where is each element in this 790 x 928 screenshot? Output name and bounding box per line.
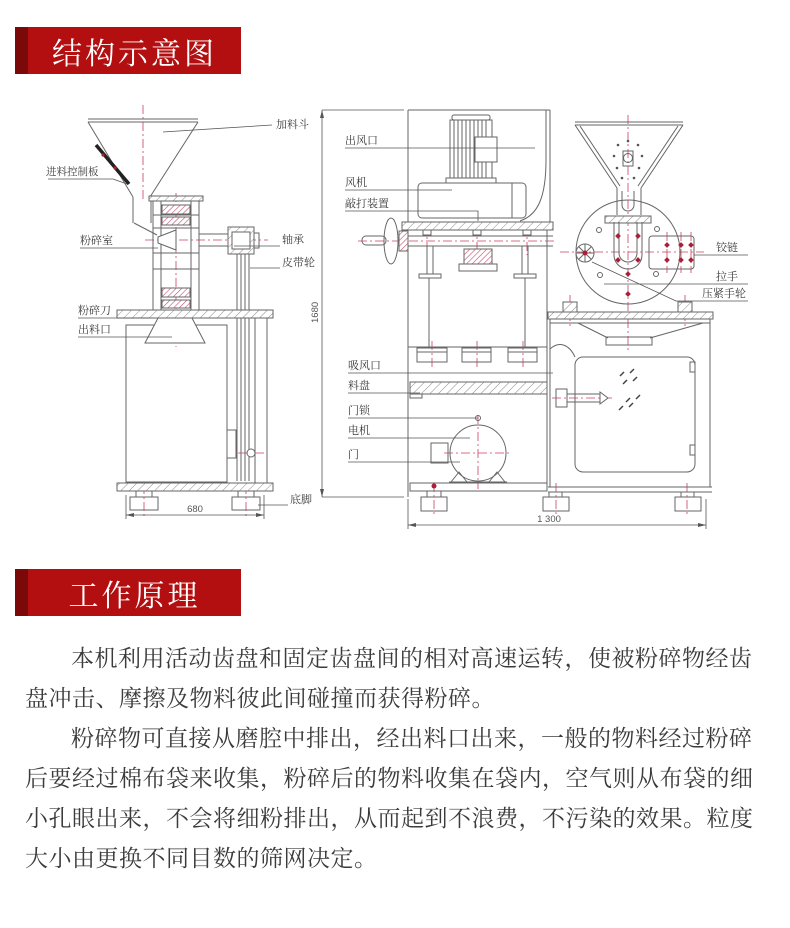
fan-shape bbox=[418, 183, 526, 218]
label-hopper: 加料斗 bbox=[276, 119, 309, 131]
label-feed-control-plate: 进料控制板 bbox=[46, 166, 99, 178]
cups-tray-shape bbox=[408, 347, 547, 398]
handwheel-shape bbox=[362, 218, 408, 264]
label-clamp-handwheel: 压紧手轮 bbox=[702, 288, 746, 300]
dim-1300-label: 1 300 bbox=[537, 514, 561, 525]
machine-structure-diagram bbox=[0, 85, 790, 555]
feed-control-plate-shape bbox=[96, 145, 129, 184]
label-bearing: 轴承 bbox=[282, 234, 304, 246]
label-handle: 拉手 bbox=[716, 271, 738, 283]
dim-680-label: 680 bbox=[187, 504, 203, 515]
label-material-tray: 料盘 bbox=[348, 380, 370, 392]
label-discharge-port: 出料口 bbox=[78, 324, 111, 336]
shaft-bearing-shape bbox=[199, 227, 259, 254]
dim-1680 bbox=[310, 110, 404, 497]
label-crushing-blade: 粉碎刀 bbox=[78, 305, 111, 317]
label-suction-port: 吸风口 bbox=[348, 360, 381, 372]
label-beating-device: 敲打装置 bbox=[345, 198, 389, 210]
structure-diagram-title: 结构示意图 bbox=[52, 37, 217, 71]
hinge-plate-shape bbox=[649, 236, 694, 269]
label-door: 门 bbox=[348, 449, 359, 461]
left-view-section bbox=[46, 105, 315, 519]
bottom-motor-shape bbox=[431, 416, 507, 483]
right-cabinet-shape bbox=[548, 302, 713, 487]
working-principle-banner bbox=[15, 569, 241, 616]
label-belt-pulley: 皮带轮 bbox=[282, 257, 315, 269]
label-crushing-chamber: 粉碎室 bbox=[80, 235, 113, 247]
middle-base-shape bbox=[410, 483, 547, 511]
principle-paragraph-2: 粉碎物可直接从磨腔中排出，经出料口出来，一般的物料经过粉碎后要经过棉布袋来收集，粉碎后的物料收集在袋内，空气则从布袋的细小孔眼出来，不会将细粉排出，从而起到不浪费，不污染的效果。粒度大小由更换不同目数的筛网决定。 bbox=[25, 725, 754, 871]
right-hopper-shape bbox=[575, 122, 683, 215]
label-air-outlet: 出风口 bbox=[345, 135, 378, 147]
middle-view-centerlines bbox=[358, 225, 556, 517]
clamp-handwheel-shape bbox=[576, 244, 594, 262]
right-view-labels bbox=[592, 240, 748, 301]
dim-1680-label: 1680 bbox=[310, 301, 321, 323]
flange-beater-shape bbox=[402, 222, 553, 246]
working-principle-title: 工作原理 bbox=[68, 579, 201, 613]
principle-paragraph-1: 本机利用活动齿盘和固定齿盘间的相对高速运转，使被粉碎物经齿盘冲击、摩擦及物料彼此间碰撞而获得粉碎。 bbox=[25, 645, 753, 711]
belt-pulley-shape bbox=[237, 254, 255, 481]
label-fan: 风机 bbox=[345, 177, 367, 189]
label-motor: 电机 bbox=[348, 425, 370, 437]
label-door-lock: 门锁 bbox=[348, 405, 370, 417]
dim-680 bbox=[126, 495, 264, 519]
structure-diagram-banner bbox=[15, 27, 241, 74]
working-principle-text bbox=[25, 638, 765, 878]
label-hinge: 铰链 bbox=[716, 242, 738, 254]
top-motor-shape bbox=[446, 115, 497, 183]
label-foot: 底脚 bbox=[290, 494, 312, 506]
middle-view-labels bbox=[345, 133, 553, 462]
right-view-side bbox=[543, 115, 748, 517]
coupling-legs-shape bbox=[419, 246, 536, 347]
dim-1300 bbox=[408, 499, 706, 529]
